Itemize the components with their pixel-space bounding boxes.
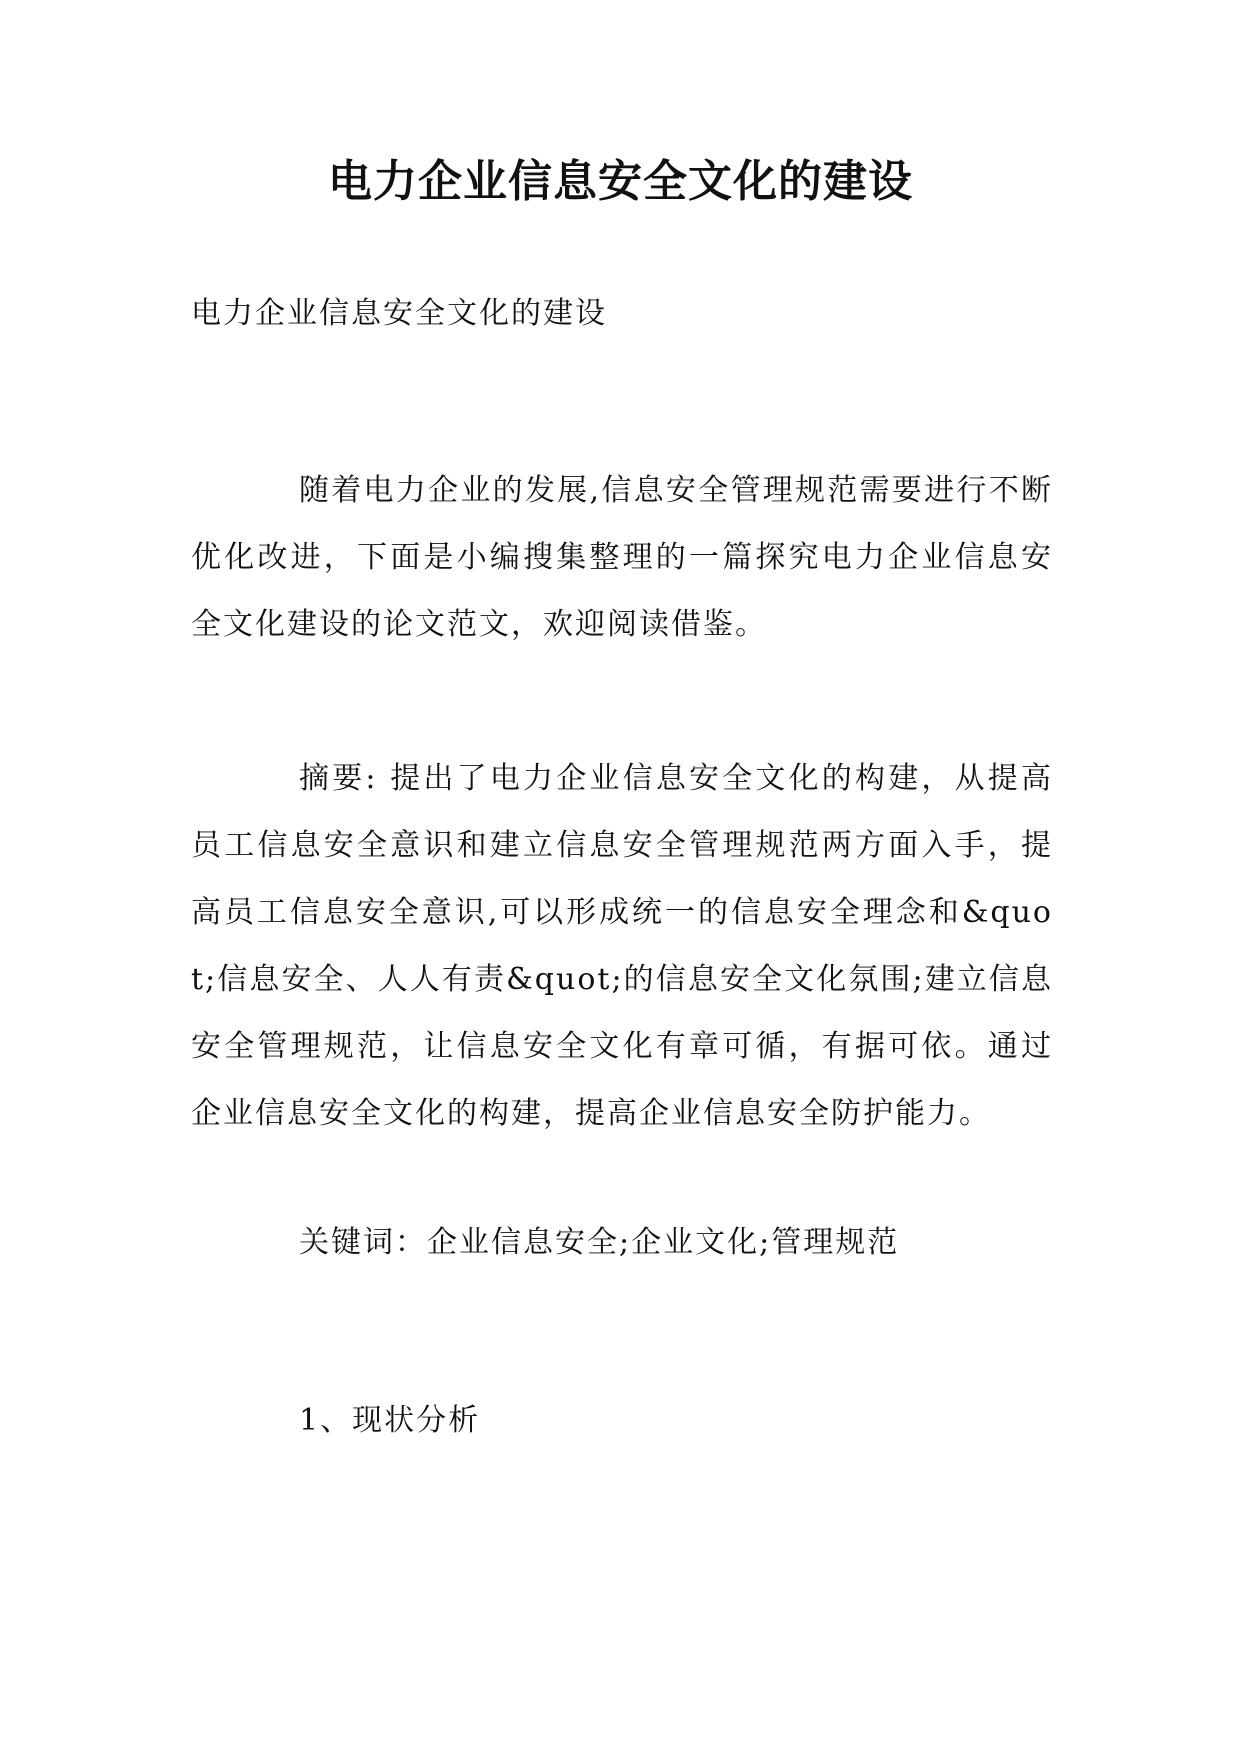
- page-title: 电力企业信息安全文化的建设: [328, 156, 913, 207]
- intro-paragraph: 随着电力企业的发展,信息安全管理规范需要进行不断优化改进，下面是小编搜集整理的一篇探究电力企业信息安全文化建设的论文范文，欢迎阅读借鉴。: [191, 473, 1053, 642]
- section-heading: 1、现状分析: [299, 1403, 481, 1438]
- document-subtitle: 电力企业信息安全文化的建设: [191, 296, 607, 331]
- keywords-line: 关键词：企业信息安全;企业文化;管理规范: [299, 1225, 900, 1260]
- abstract-paragraph: 摘要: 提出了电力企业信息安全文化的构建，从提高员工信息安全意识和建立信息安全管理规范两方面入手，提高员工信息安全意识,可以形成统一的信息安全理念和&quot;信息安全、人人有责&quot;的信息安全文化氛围;建立信息安全管理规范，让信息安全文化有章可循，有据可依。通过企业信息安全文化的构建，提高企业信息安全防护能力。: [191, 761, 1053, 1131]
